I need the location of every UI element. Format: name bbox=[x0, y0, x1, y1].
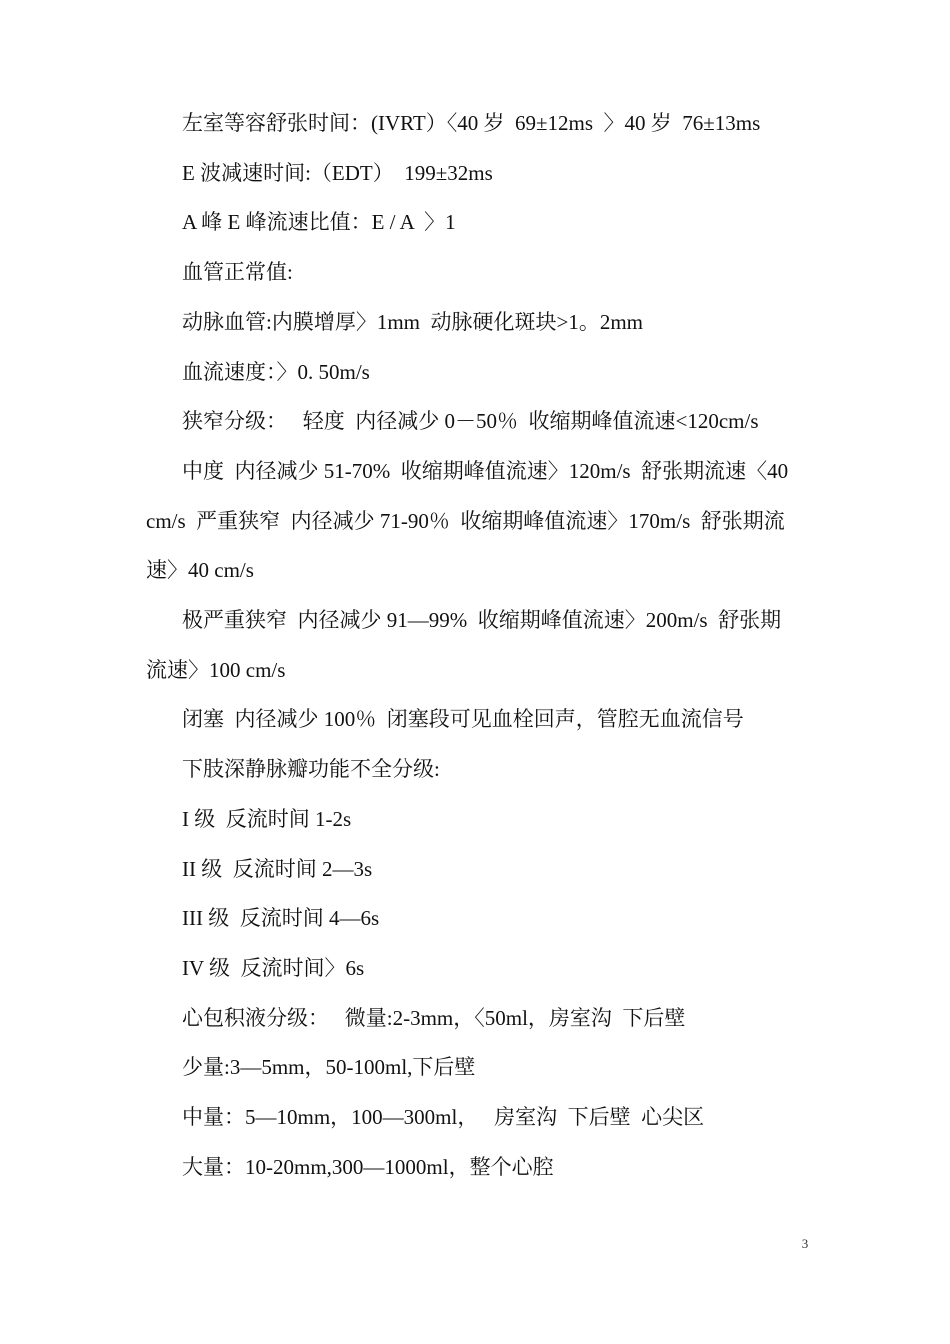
text-line-e-a-ratio: A 峰 E 峰流速比值：E / A 〉1 bbox=[182, 210, 456, 235]
text-line-effusion-trace: 心包积液分级： 微量:2-3mm，〈50ml，房室沟 下后壁 bbox=[182, 1005, 686, 1030]
text-line-grade-iv: IV 级 反流时间〉6s bbox=[182, 955, 365, 980]
page-number: 3 bbox=[801, 1236, 809, 1251]
text-line-effusion-moderate: 中量：5—10mm，100—300ml， 房室沟 下后壁 心尖区 bbox=[182, 1105, 705, 1130]
text-line-occlusion: 闭塞 内径减少 100％ 闭塞段可见血栓回声，管腔无血流信号 bbox=[182, 707, 744, 732]
text-line-blood-flow-velocity: 血流速度：〉0. 50m/s bbox=[182, 359, 370, 384]
text-line-effusion-small: 少量:3—5mm，50-100ml,下后壁 bbox=[182, 1055, 476, 1080]
text-line-stenosis-critical: 极严重狭窄 内径减少 91—99% 收缩期峰值流速〉200m/s 舒张期 bbox=[182, 608, 782, 633]
text-line-stenosis-mild: 狭窄分级： 轻度 内径减少 0－50％ 收缩期峰值流速<120cm/s bbox=[182, 409, 759, 434]
text-line-stenosis-severe: cm/s 严重狭窄 内径减少 71-90％ 收缩期峰值流速〉170m/s 舒张期流 bbox=[146, 508, 785, 533]
text-line-edt: E 波减速时间:（EDT） 199±32ms bbox=[182, 160, 493, 185]
text-line-grade-ii: II 级 反流时间 2—3s bbox=[182, 856, 373, 881]
text-line-stenosis-moderate: 中度 内径减少 51-70% 收缩期峰值流速〉120m/s 舒张期流速〈40 bbox=[182, 458, 789, 483]
section-heading-venous-valve: 下肢深静脉瓣功能不全分级: bbox=[182, 757, 440, 782]
text-line-grade-i: I 级 反流时间 1-2s bbox=[182, 806, 352, 831]
document-body bbox=[146, 99, 811, 1192]
text-line-ivrt: 左室等容舒张时间：(IVRT）〈40 岁 69±12ms 〉40 岁 76±13ms bbox=[182, 111, 761, 135]
text-line-stenosis-severe-cont: 速〉40 cm/s bbox=[146, 558, 254, 583]
text-line-effusion-large: 大量：10-20mm,300—1000ml，整个心腔 bbox=[182, 1154, 554, 1179]
text-line-arterial: 动脉血管:内膜增厚〉1mm 动脉硬化斑块>1。2mm bbox=[182, 309, 644, 334]
text-line-stenosis-critical-cont: 流速〉100 cm/s bbox=[146, 657, 286, 682]
section-heading-vascular-normal: 血管正常值: bbox=[182, 260, 293, 285]
text-line-grade-iii: III 级 反流时间 4—6s bbox=[182, 906, 380, 931]
